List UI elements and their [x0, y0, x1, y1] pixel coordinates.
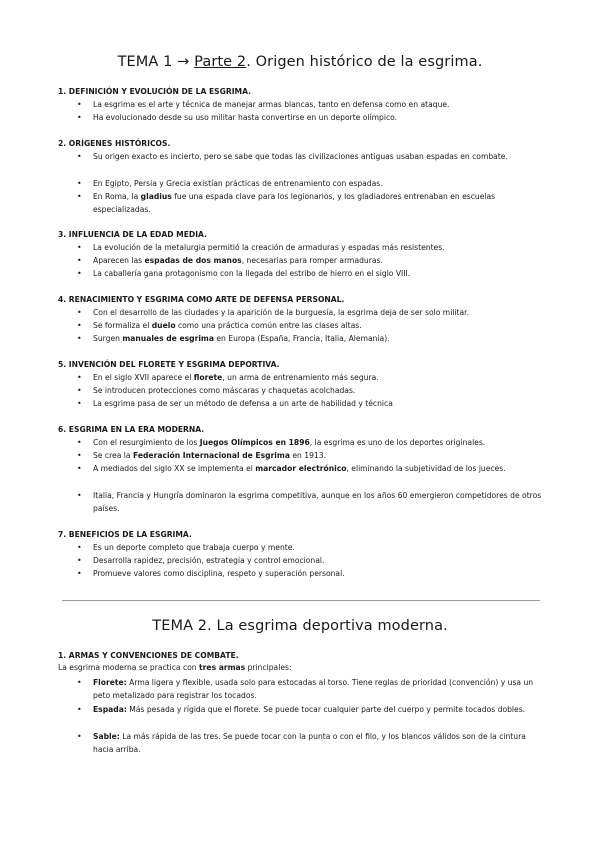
bullet: • Italia, Francia y Hungría dominaron la esgrima competitiva, aunque en los años 60 emergieron competidores de otros países.: [93, 489, 543, 515]
bullet: [93, 319, 543, 332]
section-3-heading: 3. INFLUENCIA DE LA EDAD MEDIA.: [58, 230, 207, 239]
bullet-bold: Juegos Olímpicos en 1896: [199, 438, 310, 447]
bullet: • La evolución de la metalurgia permitió la creación de armaduras y espadas más resistentes.: [93, 241, 543, 254]
bullet-bold: Espada:: [93, 705, 127, 714]
tema1-title-prefix: TEMA 1 →: [117, 54, 195, 70]
section-6-heading: 6. ESGRIMA EN LA ERA MODERNA.: [58, 425, 205, 434]
bullet-text: Surgen: [93, 334, 123, 343]
bullet: • Con el desarrollo de las ciudades y la aparición de la burguesía, la esgrima deja de ser solo militar.: [93, 306, 543, 319]
bullet-text: en Europa (España, Francia, Italia, Alemania).: [213, 334, 390, 343]
bullet-bold: Federación Internacional de Esgrima: [132, 451, 290, 460]
tema2-intro: [58, 662, 292, 674]
bullet-bold: Florete:: [93, 678, 127, 687]
bullet: • Es un deporte completo que trabaja cuerpo y mente.: [93, 541, 543, 554]
section-1-heading: 1. DEFINICIÓN Y EVOLUCIÓN DE LA ESGRIMA.: [58, 87, 251, 96]
horizontal-divider: [62, 600, 540, 601]
bullet-text: Con el resurgimiento de los: [93, 438, 200, 447]
bullet-text: La más rápida de las tres. Se puede tocar con la punta o con el filo, y los blancos válidos son de la cintura hacia arriba.: [93, 732, 526, 754]
bullet: • Ha evolucionado desde su uso militar hasta convertirse en un deporte olímpico.: [93, 111, 543, 124]
bullet: [93, 371, 543, 384]
bullet-bold: florete: [193, 373, 223, 382]
bullet: [93, 449, 543, 462]
bullet-text: , la esgrima es uno de los deportes originales.: [309, 438, 486, 447]
bullet-text: Se formaliza el: [93, 321, 152, 330]
bullet-text: A mediados del siglo XX se implementa el: [93, 464, 256, 473]
bullet: • La esgrima pasa de ser un método de defensa a un arte de habilidad y técnica: [93, 397, 543, 410]
bullet-bold: duelo: [151, 321, 176, 330]
bullet: [93, 703, 543, 716]
tema1-title-link[interactable]: Parte 2: [194, 54, 247, 70]
bullet: [93, 676, 543, 702]
bullet-bold: manuales de esgrima: [122, 334, 214, 343]
tema1-title: [0, 54, 600, 70]
tema2-title: TEMA 2. La esgrima deportiva moderna.: [152, 618, 448, 634]
bullet-text: Arma ligera y flexible, usada solo para estocadas al torso. Tiene reglas de prioridad (convención) y usa un peto metalizado para registrar los tocados.: [93, 678, 534, 700]
bullet: [93, 332, 543, 345]
bullet-text: fue una espada clave para los legionarios, y los gladiadores entrenaban en escuelas especializadas.: [93, 192, 496, 214]
bullet: • La caballería gana protagonismo con la llegada del estribo de hierro en el siglo VIII.: [93, 267, 543, 280]
bullet: • Desarrolla rapidez, precisión, estrategia y control emocional.: [93, 554, 543, 567]
bullet: • Se introducen protecciones como máscaras y chaquetas acolchadas.: [93, 384, 543, 397]
bullet: [93, 190, 543, 216]
bullet-bold: espadas de dos manos: [144, 256, 242, 265]
bullet: [93, 730, 543, 756]
bullet-text: , un arma de entrenamiento más segura.: [222, 373, 379, 382]
section-7-heading: 7. BENEFICIOS DE LA ESGRIMA.: [58, 530, 192, 539]
bullet: • En Egipto, Persia y Grecia existían prácticas de entrenamiento con espadas.: [93, 177, 543, 190]
bullet-text: Más pesada y rígida que el florete. Se puede tocar cualquier parte del cuerpo y permite tocados dobles.: [126, 705, 526, 714]
bullet-text: en 1913.: [289, 451, 327, 460]
section-4-heading: 4. RENACIMIENTO Y ESGRIMA COMO ARTE DE DEFENSA PERSONAL.: [58, 295, 345, 304]
bullet: • Su origen exacto es incierto, pero se sabe que todas las civilizaciones antiguas usaban espadas en combate.: [93, 150, 543, 163]
bullet: [93, 254, 543, 267]
bullet-text: Se crea la: [93, 451, 133, 460]
bullet: • Promueve valores como disciplina, respeto y superación personal.: [93, 567, 543, 580]
bullet-text: , necesarias para romper armaduras.: [241, 256, 383, 265]
bullet: [93, 436, 543, 449]
bullet-bold: marcador electrónico: [255, 464, 347, 473]
bullet-text: Aparecen las: [93, 256, 145, 265]
intro-text: La esgrima moderna se practica con: [58, 663, 200, 672]
tema2-section-1-heading: 1. ARMAS Y CONVENCIONES DE COMBATE.: [58, 651, 239, 660]
bullet: [93, 462, 543, 475]
tema1-title-suffix: . Origen histórico de la esgrima.: [246, 54, 483, 70]
bullet-bold: Sable:: [93, 732, 120, 741]
bullet: • La esgrima es el arte y técnica de manejar armas blancas, tanto en defensa como en ataque.: [93, 98, 543, 111]
section-2-heading: 2. ORÍGENES HISTÓRICOS.: [58, 139, 171, 148]
section-5-heading: 5. INVENCIÓN DEL FLORETE Y ESGRIMA DEPORTIVA.: [58, 360, 280, 369]
bullet-text: como una práctica común entre las clases altas.: [175, 321, 362, 330]
bullet-text: , eliminando la subjetividad de los jueces.: [346, 464, 506, 473]
intro-text: principales:: [245, 663, 292, 672]
bullet-text: En Roma, la: [93, 192, 141, 201]
bullet-bold: gladius: [140, 192, 172, 201]
bullet-text: En el siglo XVII aparece el: [93, 373, 194, 382]
intro-bold: tres armas: [199, 663, 246, 672]
